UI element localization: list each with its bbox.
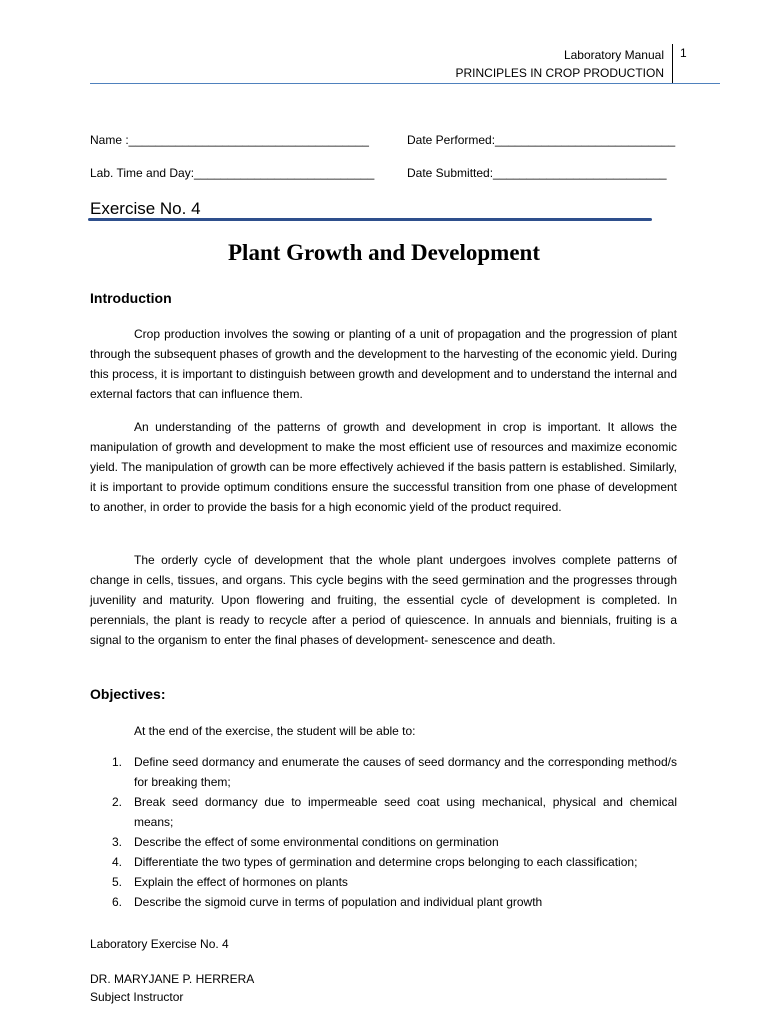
item-text: Describe the effect of some environmental conditions on germination (134, 835, 499, 849)
exercise-heading: Exercise No. 4 (90, 199, 201, 218)
objectives-heading: Objectives: (90, 686, 166, 702)
objectives-list (90, 752, 677, 912)
item-text: Differentiate the two types of germination and determine crops belonging to each classification; (134, 855, 638, 869)
footer-exercise-label: Laboratory Exercise No. 4 (90, 937, 229, 951)
footer-instructor-name: DR. MARYJANE P. HERRERA (90, 972, 255, 986)
course-label: PRINCIPLES IN CROP PRODUCTION (455, 66, 664, 80)
list-item (90, 832, 677, 852)
manual-label: Laboratory Manual (563, 48, 664, 62)
running-header (456, 46, 664, 82)
list-item (90, 892, 677, 912)
list-item (90, 752, 677, 792)
intro-paragraph: Crop production involves the sowing or planting of a unit of propagation and the progression of plant through the subsequent phases of growth and the development to the harvesting of the economic yield. During this process, it is important to distinguish between growth and development and to understand the internal and external factors that can influence them. (90, 327, 677, 401)
page-number-divider (672, 44, 673, 84)
header-rule (90, 83, 720, 84)
list-item (90, 852, 677, 872)
date-submitted-field: Date Submitted:__________________________ (407, 166, 667, 180)
exercise-rule (88, 218, 652, 221)
item-text: Explain the effect of hormones on plants (134, 875, 348, 889)
list-item (90, 792, 677, 832)
lab-time-field: Lab. Time and Day:___________________________ (90, 166, 375, 180)
item-number: 4. (112, 855, 123, 869)
item-text: Break seed dormancy due to impermeable seed coat using mechanical, physical and chemical means; (134, 795, 677, 829)
item-text: Define seed dormancy and enumerate the causes of seed dormancy and the corresponding method/s for breaking them; (134, 755, 677, 789)
footer-instructor-role: Subject Instructor (90, 990, 184, 1004)
item-number: 1. (112, 755, 123, 769)
page-number: 1 (680, 46, 687, 60)
introduction-heading: Introduction (90, 290, 172, 306)
item-number: 5. (112, 875, 123, 889)
page-title: Plant Growth and Development (228, 240, 540, 265)
objectives-lead: At the end of the exercise, the student will be able to: (134, 724, 416, 738)
item-number: 2. (112, 795, 123, 809)
list-item (90, 872, 677, 892)
item-text: Describe the sigmoid curve in terms of population and individual plant growth (134, 895, 543, 909)
intro-paragraph: An understanding of the patterns of growth and development in crop is important. It allows the manipulation of growth and development to make the most efficient use of resources and maximize economic yield. The manipulation of growth can be more effectively achieved if the basis pattern is established. Similarly, it is important to provide optimum conditions ensure the successful transition from one phase of development to another, in order to provide the basis for a high economic yield of the product required. (90, 420, 677, 514)
date-performed-field: Date Performed:___________________________ (407, 133, 676, 147)
name-field: Name :____________________________________ (90, 133, 369, 147)
item-number: 6. (112, 895, 123, 909)
item-number: 3. (112, 835, 123, 849)
intro-paragraph: The orderly cycle of development that the whole plant undergoes involves complete patterns of change in cells, tissues, and organs. This cycle begins with the seed germination and the progresses through juvenility and maturity. Upon flowering and fruiting, the essential cycle of development is completed. In perennials, the plant is ready to recycle after a period of quiescence. In annuals and biennials, fruiting is a signal to the organism to enter the final phases of development- senescence and death. (90, 553, 677, 647)
